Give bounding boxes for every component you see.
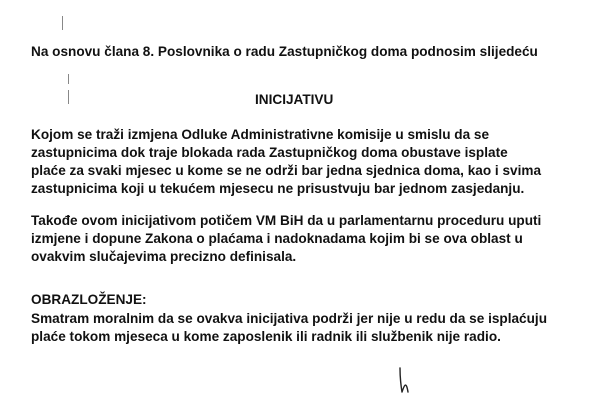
paragraph-line: Smatram moralnim da se ovakva inicijativa podrži jer nije u redu da se isplaćuju [31,311,547,326]
paragraph-line: Takođe ovom inicijativom potičem VM BiH da u parlamentarnu proceduru uputi [31,213,542,228]
document-title: INICIJATIVU [255,92,334,107]
paragraph-line: zastupnicima koji u tekućem mjesecu ne prisustvuju bar jednom zasjedanju. [31,181,525,196]
paragraph-line: zastupnicima dok traje blokada rada Zastupničkog doma obustave isplate [31,145,508,160]
paragraph-request [31,126,541,198]
paragraph-law-amendment [31,212,541,266]
paragraph-line: izmjene i dopune Zakona o plaćama i nadoknadama kojim bi se ova oblast u [31,231,523,246]
paragraph-line: Kojom se traži izmjena Odluke Administrativne komisije u smislu da se [31,127,490,142]
paragraph-line: ovakvim slučajevima precizno definisala. [31,249,297,264]
scan-mark [68,90,69,104]
intro-line: Na osnovu člana 8. Poslovnika o radu Zastupničkog doma podnosim slijedeću [31,44,538,59]
signature-mark [397,364,411,394]
paragraph-justification [31,310,547,346]
paragraph-line: plaće za svaki mjesec u kome se ne održi bar jedna sjednica doma, kao i svima [31,163,541,178]
paragraph-line: plaće tokom mjeseca u kome zaposlenik ili radnik ili službenik nije radio. [31,329,501,344]
scan-mark [68,74,69,84]
scan-mark [62,16,63,30]
section-heading: OBRAZLOŽENJE: [31,292,147,307]
